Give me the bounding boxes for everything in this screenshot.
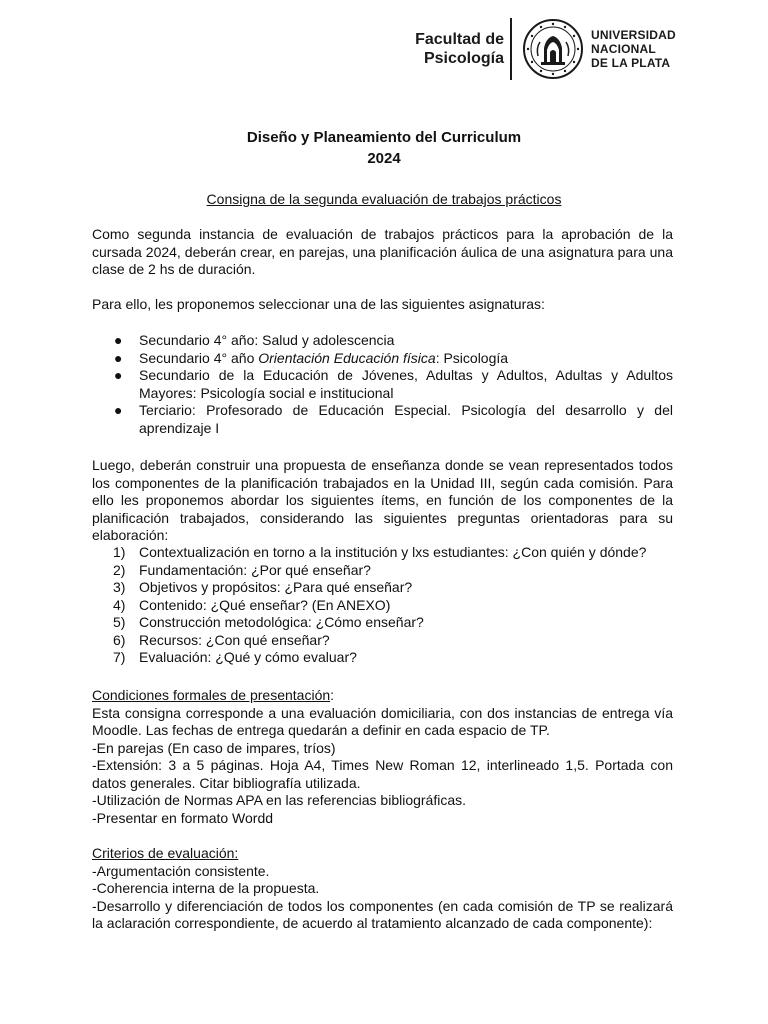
subjects-list [92, 332, 673, 437]
item-text: Contenido: ¿Qué enseñar? (En ANEXO) [139, 596, 391, 613]
list-item [92, 402, 673, 437]
item-number: 5) [113, 614, 126, 630]
conditions-heading-colon: : [330, 687, 335, 703]
document-subtitle: Consigna de la segunda evaluación de trabajos prácticos [206, 191, 562, 207]
item-number: 4) [113, 596, 126, 613]
item-text: Fundamentación: ¿Por qué enseñar? [139, 561, 371, 578]
conditions-line: -Utilización de Normas APA en las referencias bibliográficas. [92, 792, 467, 808]
faculty-line-1: Facultad de [415, 31, 504, 48]
item-number: 7) [113, 649, 126, 665]
criteria-line: -Desarrollo y diferenciación de todos los componentes (en cada comisión de TP se realizará la aclaración correspondiente, de acuerdo al tratamiento alcanzado de cada componente): [92, 897, 673, 931]
list-item [92, 544, 673, 562]
university-logo-text [591, 28, 676, 70]
item-text: Objetivos y propósitos: ¿Para qué enseñar? [139, 579, 413, 595]
university-line-1: UNIVERSIDAD [591, 28, 676, 42]
list-item [92, 597, 673, 615]
faculty-line-2: Psicología [423, 50, 504, 67]
subject-text: Secundario 4° año: Salud y adolescencia [139, 332, 395, 348]
institution-header [404, 14, 674, 84]
subject-text: Terciario: Profesorado de Educación Especial. Psicología del desarrollo y del aprendizaje I [139, 402, 673, 436]
subject-text-start: Secundario 4° año [139, 349, 259, 366]
subject-text-end: : Psicología [435, 349, 509, 366]
conditions-line: -En parejas (En caso de impares, tríos) [92, 739, 336, 756]
item-text: Contextualización en torno a la institución y lxs estudiantes: ¿Con quién y dónde? [139, 544, 647, 560]
list-item [92, 579, 673, 597]
conditions-line: -Extensión: 3 a 5 páginas. Hoja A4, Times New Roman 12, interlineado 1,5. Portada con datos generales. Citar bibliografía utilizada. [92, 757, 673, 791]
list-item [92, 614, 673, 632]
conditions-section [92, 687, 673, 827]
list-item [92, 562, 673, 580]
item-text: Construcción metodológica: ¿Cómo enseñar? [139, 614, 424, 630]
item-text: Evaluación: ¿Qué y cómo evaluar? [139, 649, 357, 665]
items-list [92, 544, 673, 667]
list-item [92, 350, 673, 368]
conditions-heading-line [92, 687, 673, 705]
criteria-line: -Coherencia interna de la propuesta. [92, 880, 320, 896]
item-number: 1) [113, 544, 126, 560]
proposal-paragraph: Luego, deberán construir una propuesta de enseñanza donde se vean representados todos los componentes de la planificación trabajados en la Unidad III, según cada comisión. Para ello les proponemos abordar los siguientes ítems, en función de los componentes de la planificación trabajados, considerando las siguientes preguntas orientadoras para su elaboración: [92, 457, 673, 543]
university-seal-icon [522, 18, 584, 80]
intro-paragraph: Como segunda instancia de evaluación de trabajos prácticos para la aprobación de la cursada 2024, deberán crear, en parejas, una planificación áulica de una asignatura para una clase de 2 hs de duración. [92, 226, 673, 277]
faculty-logo-text [408, 30, 504, 68]
university-line-2: NACIONAL [591, 42, 656, 56]
bullet-icon: ● [114, 332, 123, 348]
conditions-line: -Presentar en formato Wordd [92, 809, 274, 826]
bullet-icon: ● [114, 367, 123, 383]
bullet-icon: ● [114, 402, 123, 418]
document-title: Diseño y Planeamiento del Curriculum [246, 129, 522, 146]
bullet-icon: ● [114, 349, 123, 366]
list-item [92, 632, 673, 650]
criteria-section [92, 845, 673, 933]
list-item [92, 649, 673, 667]
item-text: Recursos: ¿Con qué enseñar? [139, 631, 330, 648]
university-line-3: DE LA PLATA [591, 56, 671, 70]
item-number: 2) [113, 561, 126, 578]
criteria-heading: Criterios de evaluación: [92, 845, 239, 861]
select-paragraph: Para ello, les proponemos seleccionar una de las siguientes asignaturas: [92, 296, 545, 312]
item-number: 6) [113, 631, 126, 648]
item-number: 3) [113, 579, 126, 595]
criteria-line: -Argumentación consistente. [92, 862, 270, 879]
document-year: 2024 [367, 150, 401, 167]
logo-divider [510, 18, 512, 80]
conditions-paragraph: Esta consigna corresponde a una evaluación domiciliaria, con dos instancias de entrega vía Moodle. Las fechas de entrega quedarán a definir en cada espacio de TP. [92, 704, 673, 738]
conditions-heading: Condiciones formales de presentación [92, 687, 331, 703]
list-item [92, 367, 673, 402]
list-item [92, 332, 673, 350]
subject-text-italic: Orientación Educación física [258, 349, 436, 366]
subject-text: Secundario de la Educación de Jóvenes, Adultas y Adultos, Adultas y Adultos Mayores: Psicología social e institucional [139, 367, 673, 401]
